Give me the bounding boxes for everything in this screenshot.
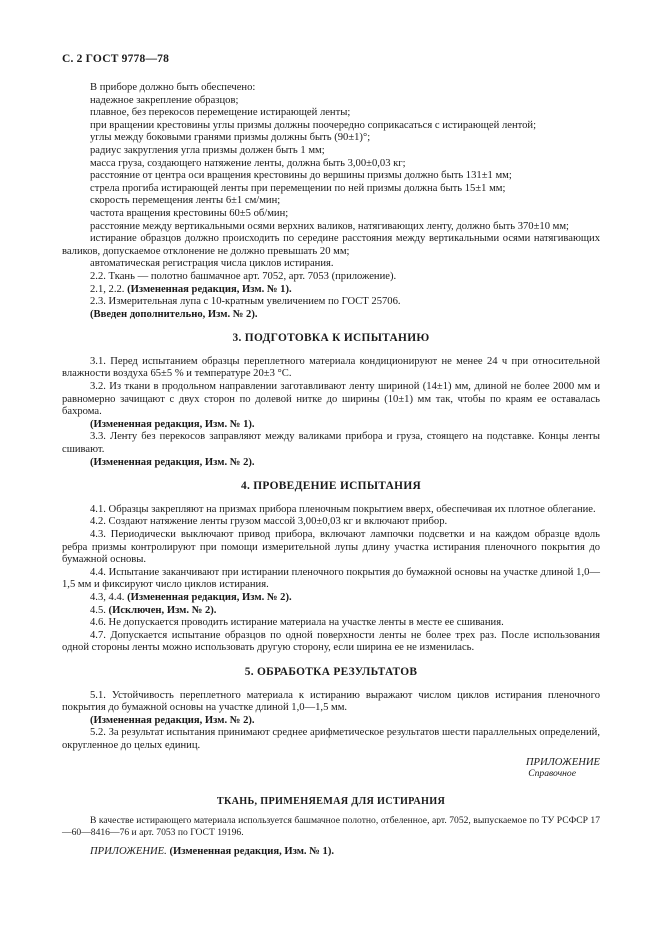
amendment-prefix: 2.1, 2.2. <box>90 283 128 295</box>
intro-line: надежное закрепление образцов; <box>90 94 239 106</box>
intro-line: плавное, без перекосов перемещение истирающей ленты; <box>90 107 351 119</box>
intro-line: углы между боковыми гранями призмы должны быть (90±1)°; <box>90 132 371 144</box>
paragraph-4-5 <box>62 605 600 618</box>
document-body <box>62 82 600 859</box>
appendix-note-label: ПРИЛОЖЕНИЕ. <box>90 846 170 858</box>
page-header: С. 2 ГОСТ 9778—78 <box>62 53 170 65</box>
paragraph-4-2: 4.2. Создают натяжение ленты грузом массой 3,00±0,03 кг и включают прибор. <box>90 516 448 528</box>
intro-line: скорость перемещения ленты 6±1 см/мин; <box>90 195 281 207</box>
intro-line: расстояние от центра оси вращения крестовины до вершины призмы должно быть 131±1 мм; <box>90 170 512 182</box>
amendment-note: (Измененная редакция, Изм. № 2). <box>90 456 255 468</box>
appendix-amendment-note <box>62 846 600 859</box>
amendment-text: (Измененная редакция, Изм. № 1). <box>169 846 334 858</box>
amendment-note <box>62 592 600 605</box>
appendix-label: ПРИЛОЖЕНИЕ <box>525 756 600 768</box>
paragraph-number: 4.5. <box>90 604 109 616</box>
paragraph-3-2: 3.2. Из ткани в продольном направлении заготавливают ленту шириной (14±1) мм, длиной не более 2000 мм и равномерно зачищают с двух сторон по долевой нитке до ширины (10±1) мм так, чтобы по краям ее оставалась бахрома. <box>62 381 600 418</box>
paragraph-4-4: 4.4. Испытание заканчивают при истирании пленочного покрытия до бумажной основы на участке длиной 1,0—1,5 мм и фиксируют число циклов истирания. <box>62 566 600 591</box>
paragraph-5-1: 5.1. Устойчивость переплетного материала к истиранию выражают числом циклов истирания пленочного покрытия до бумажной основы на участке длиной 1,0—1,5 мм. <box>62 689 600 714</box>
amendment-prefix: 4.3, 4.4. <box>90 591 128 603</box>
intro-line: масса груза, создающего натяжение ленты, должна быть 3,00±0,03 кг; <box>90 157 406 169</box>
section-3-title: 3. ПОДГОТОВКА К ИСПЫТАНИЮ <box>232 332 430 345</box>
amendment-text: (Исключен, Изм. № 2). <box>108 604 217 616</box>
paragraph-4-3: 4.3. Периодически выключают привод прибора, включают лампочки подсветки и на каждом образце вдоль ребра призмы контролируют при помощи измерительной лупы длину участка истирания пленочного покрытия до бумажной основы. <box>62 529 600 566</box>
paragraph-3-3: 3.3. Ленту без перекосов заправляют между валиками прибора и груза, стоящего на подставке. Концы ленты сшивают. <box>62 431 600 456</box>
intro-line: радиус закругления угла призмы должен быть 1 мм; <box>90 144 325 156</box>
intro-line: автоматическая регистрация числа циклов истирания. <box>90 258 334 270</box>
intro-line: стрела прогиба истирающей ленты при перемещении по ней призмы должна быть 15±1 мм; <box>90 182 506 194</box>
intro-line: истирание образцов должно происходить по середине расстояния между вертикальными осями натягивающих валиков, допускаемое отклонение не должно превышать 20 мм; <box>62 233 600 257</box>
paragraph-4-1: 4.1. Образцы закрепляют на призмах прибора пленочным покрытием вверх, обеспечивая их плотное облегание. <box>90 503 596 515</box>
appendix-text: В качестве истирающего материала используется башмачное полотно, отбеленное, арт. 7052, выпускаемое по ТУ РСФСР 17—60—8416—76 и арт. 7053 по ГОСТ 19196. <box>62 815 600 838</box>
paragraph-5-2: 5.2. За результат испытания принимают среднее арифметическое результатов шести параллельных определений, округленное до целых единиц. <box>62 727 600 751</box>
amendment-text: (Измененная редакция, Изм. № 2). <box>127 591 292 603</box>
paragraph-4-7: 4.7. Допускается испытание образцов по одной поверхности ленты не более трех раз. После использования одной стороны ленты можно использовать другую сторону, если ширина ее не изменилась. <box>62 629 600 654</box>
appendix-title: ТКАНЬ, ПРИМЕНЯЕМАЯ ДЛЯ ИСТИРАНИЯ <box>216 795 446 807</box>
paragraph-2-3: 2.3. Измерительная лупа с 10-кратным увеличением по ГОСТ 25706. <box>90 296 401 308</box>
amendment-text: (Измененная редакция, Изм. № 1). <box>127 283 292 295</box>
intro-line: расстояние между вертикальными осями верхних валиков, натягивающих ленту, должно быть 370±10 мм; <box>90 220 569 232</box>
paragraph-4-6: 4.6. Не допускается проводить истирание материала на участке ленты в месте ее сшивания. <box>90 617 504 629</box>
amendment-note: (Измененная редакция, Изм. № 1). <box>90 418 255 430</box>
paragraph-3-1: 3.1. Перед испытанием образцы переплетного материала кондиционируют не менее 24 ч при относительной влажности воздуха 65±5 % и температуре 20±3 °С. <box>62 355 600 380</box>
appendix-sublabel: Справочное <box>528 767 576 779</box>
paragraph-2-2: 2.2. Ткань — полотно башмачное арт. 7052, арт. 7053 (приложение). <box>90 270 397 282</box>
intro-line: В приборе должно быть обеспечено: <box>90 82 256 93</box>
section-5-title: 5. ОБРАБОТКА РЕЗУЛЬТАТОВ <box>244 665 418 678</box>
amendment-note: (Введен дополнительно, Изм. № 2). <box>90 308 258 320</box>
intro-line: частота вращения крестовины 60±5 об/мин; <box>90 207 289 219</box>
section-4-title: 4. ПРОВЕДЕНИЕ ИСПЫТАНИЯ <box>240 480 422 493</box>
intro-line: при вращении крестовины углы призмы должны поочередно соприкасаться с истирающей лентой; <box>90 119 537 131</box>
amendment-note <box>62 284 600 297</box>
amendment-note: (Измененная редакция, Изм. № 2). <box>90 714 255 726</box>
